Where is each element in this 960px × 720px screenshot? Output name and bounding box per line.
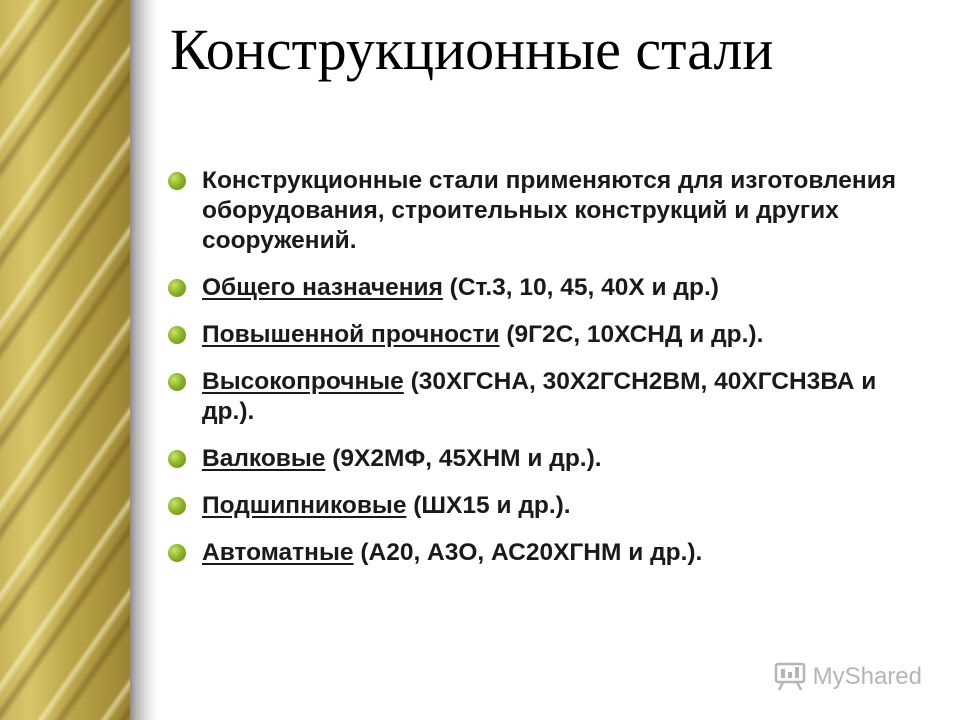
watermark-text: MyShared [812,663,922,690]
bullet-dot-icon [168,326,186,344]
detail-bearing-steels: (ШХ15 и др.). [406,492,571,519]
detail-high-strength: (30ХГСНА, 30Х2ГСН2ВМ, 40ХГСН3ВА и др.). [202,368,877,425]
detail-roll-steels: (9Х2МФ, 45ХНМ и др.). [325,445,602,472]
link-increased-strength[interactable]: Повышенной прочности [202,321,500,348]
bullet-dot-icon [168,497,186,515]
bullet-item-roll [168,444,908,474]
bullet-dot-icon [168,373,186,391]
link-bearing-steels[interactable]: Подшипниковые [202,492,407,519]
link-roll-steels[interactable]: Валковые [202,445,326,472]
link-automatic-steels[interactable]: Автоматные [202,539,354,566]
detail-increased-strength: (9Г2С, 10ХСНД и др.). [499,321,764,348]
watermark [773,662,922,692]
link-high-strength[interactable]: Высокопрочные [202,368,404,395]
link-general-purpose[interactable]: Общего назначения [202,274,443,301]
detail-general-purpose: (Ст.3, 10, 45, 40Х и др.) [442,274,719,301]
bullet-item-ultra-strength [168,367,908,427]
bullet-item-bearing [168,491,908,521]
detail-automatic-steels: (А20, А3О, АС20ХГНМ и др.). [353,539,703,566]
bullet-item-automatic [168,538,908,568]
bullet-dot-icon [168,450,186,468]
intro-text: Конструкционные стали применяются для изготовления оборудования, строительных конструкций и других сооружений. [202,167,897,254]
bullet-list [168,166,908,585]
presentation-board-icon [773,662,807,692]
bullet-item-general [168,273,908,303]
band-shadow-edge [130,0,158,720]
bullet-dot-icon [168,172,186,190]
bullet-dot-icon [168,279,186,297]
bullet-dot-icon [168,544,186,562]
slide-title: Конструкционные стали [170,17,774,82]
bullet-intro [168,166,908,256]
decorative-gold-band [0,0,130,720]
bullet-item-high-strength [168,320,908,350]
